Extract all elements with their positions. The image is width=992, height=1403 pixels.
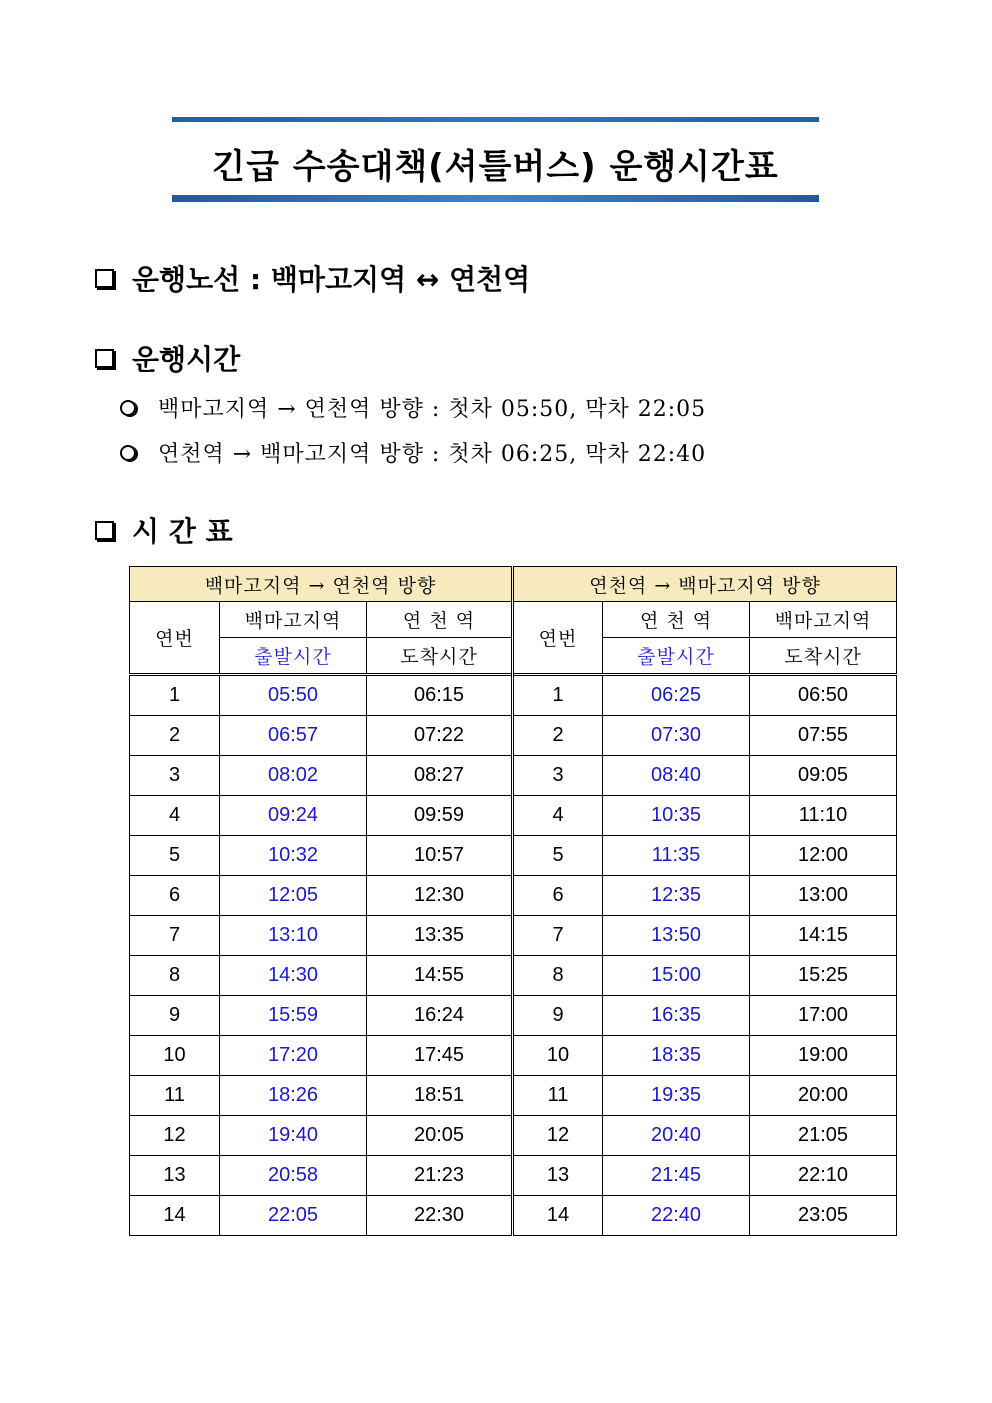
section-hours <box>95 338 240 378</box>
left-depart-time: 18:26 <box>220 1076 367 1116</box>
section-route-text: 운행노선 : 백마고지역 ↔ 연천역 <box>132 263 531 296</box>
table-row <box>130 836 897 876</box>
row-number-left: 6 <box>130 876 220 916</box>
right-arrive-time: 07:55 <box>750 716 897 756</box>
row-number-right: 11 <box>513 1076 603 1116</box>
header-no-left: 연번 <box>130 602 220 675</box>
section-hours-text: 운행시간 <box>132 343 241 376</box>
hours-item-text: 연천역 → 백마고지역 방향 : 첫차 06:25, 막차 22:40 <box>158 442 707 467</box>
right-depart-time: 18:35 <box>603 1036 750 1076</box>
title-box <box>172 117 819 202</box>
left-arrive-time: 16:24 <box>367 996 513 1036</box>
right-arrive-time: 21:05 <box>750 1116 897 1156</box>
left-arrive-time: 17:45 <box>367 1036 513 1076</box>
right-arrive-time: 20:00 <box>750 1076 897 1116</box>
header-right-depart: 출발시간 <box>603 638 750 675</box>
left-arrive-time: 09:59 <box>367 796 513 836</box>
header-no-right: 연번 <box>513 602 603 675</box>
right-arrive-time: 22:10 <box>750 1156 897 1196</box>
table-row <box>130 916 897 956</box>
row-number-left: 14 <box>130 1196 220 1236</box>
left-depart-time: 10:32 <box>220 836 367 876</box>
table-row <box>130 1156 897 1196</box>
row-number-right: 12 <box>513 1116 603 1156</box>
left-depart-time: 06:57 <box>220 716 367 756</box>
right-arrive-time: 09:05 <box>750 756 897 796</box>
right-depart-time: 21:45 <box>603 1156 750 1196</box>
row-number-left: 2 <box>130 716 220 756</box>
left-arrive-time: 18:51 <box>367 1076 513 1116</box>
row-number-right: 13 <box>513 1156 603 1196</box>
row-number-right: 9 <box>513 996 603 1036</box>
table-row <box>130 956 897 996</box>
row-number-right: 8 <box>513 956 603 996</box>
right-depart-time: 16:35 <box>603 996 750 1036</box>
left-depart-time: 20:58 <box>220 1156 367 1196</box>
right-depart-time: 06:25 <box>603 675 750 716</box>
right-depart-time: 07:30 <box>603 716 750 756</box>
right-depart-time: 11:35 <box>603 836 750 876</box>
right-depart-time: 08:40 <box>603 756 750 796</box>
section-timetable <box>95 510 233 550</box>
right-arrive-time: 14:15 <box>750 916 897 956</box>
left-depart-time: 13:10 <box>220 916 367 956</box>
table-row <box>130 1076 897 1116</box>
square-bullet-icon <box>95 349 114 368</box>
header-right-arrive: 도착시간 <box>750 638 897 675</box>
left-depart-time: 22:05 <box>220 1196 367 1236</box>
row-number-left: 7 <box>130 916 220 956</box>
right-depart-time: 19:35 <box>603 1076 750 1116</box>
left-arrive-time: 13:35 <box>367 916 513 956</box>
row-number-right: 5 <box>513 836 603 876</box>
left-arrive-time: 21:23 <box>367 1156 513 1196</box>
right-arrive-time: 13:00 <box>750 876 897 916</box>
row-number-left: 13 <box>130 1156 220 1196</box>
table-row <box>130 996 897 1036</box>
page-title: 긴급 수송대책(셔틀버스) 운행시간표 <box>212 147 779 187</box>
left-depart-time: 05:50 <box>220 675 367 716</box>
circle-bullet-icon <box>120 445 136 461</box>
title-bottom-bar <box>172 195 819 202</box>
left-depart-time: 17:20 <box>220 1036 367 1076</box>
row-number-left: 3 <box>130 756 220 796</box>
left-arrive-time: 14:55 <box>367 956 513 996</box>
left-depart-time: 09:24 <box>220 796 367 836</box>
right-arrive-time: 11:10 <box>750 796 897 836</box>
title-top-bar <box>172 117 819 122</box>
table-row <box>130 1036 897 1076</box>
circle-bullet-icon <box>120 400 136 416</box>
row-number-left: 4 <box>130 796 220 836</box>
table-row <box>130 1196 897 1236</box>
row-number-left: 10 <box>130 1036 220 1076</box>
table-row <box>130 1116 897 1156</box>
square-bullet-icon <box>95 269 114 288</box>
row-number-right: 14 <box>513 1196 603 1236</box>
section-route <box>95 258 530 298</box>
left-depart-time: 19:40 <box>220 1116 367 1156</box>
left-depart-time: 14:30 <box>220 956 367 996</box>
left-arrive-time: 06:15 <box>367 675 513 716</box>
table-row <box>130 876 897 916</box>
left-arrive-time: 22:30 <box>367 1196 513 1236</box>
right-arrive-time: 12:00 <box>750 836 897 876</box>
right-arrive-time: 19:00 <box>750 1036 897 1076</box>
row-number-left: 5 <box>130 836 220 876</box>
right-depart-time: 12:35 <box>603 876 750 916</box>
header-direction-right: 연천역 → 백마고지역 방향 <box>513 567 897 602</box>
header-right-station-2: 백마고지역 <box>750 602 897 638</box>
row-number-right: 7 <box>513 916 603 956</box>
row-number-left: 1 <box>130 675 220 716</box>
header-direction-left: 백마고지역 → 연천역 방향 <box>130 567 513 602</box>
table-row <box>130 796 897 836</box>
timetable-body <box>130 675 897 1236</box>
right-arrive-time: 15:25 <box>750 956 897 996</box>
row-number-right: 1 <box>513 675 603 716</box>
row-number-right: 2 <box>513 716 603 756</box>
left-depart-time: 15:59 <box>220 996 367 1036</box>
right-depart-time: 20:40 <box>603 1116 750 1156</box>
right-depart-time: 10:35 <box>603 796 750 836</box>
section-timetable-text: 시 간 표 <box>132 515 233 548</box>
table-row <box>130 675 897 716</box>
hours-item-1 <box>120 392 706 423</box>
hours-item-2 <box>120 437 706 468</box>
header-left-station-1: 백마고지역 <box>220 602 367 638</box>
left-depart-time: 08:02 <box>220 756 367 796</box>
left-depart-time: 12:05 <box>220 876 367 916</box>
row-number-right: 3 <box>513 756 603 796</box>
left-arrive-time: 20:05 <box>367 1116 513 1156</box>
header-left-station-2: 연 천 역 <box>367 602 513 638</box>
header-left-depart: 출발시간 <box>220 638 367 675</box>
right-depart-time: 13:50 <box>603 916 750 956</box>
table-row <box>130 756 897 796</box>
right-depart-time: 15:00 <box>603 956 750 996</box>
table-row <box>130 716 897 756</box>
row-number-left: 11 <box>130 1076 220 1116</box>
timetable <box>129 566 897 1236</box>
row-number-right: 4 <box>513 796 603 836</box>
left-arrive-time: 10:57 <box>367 836 513 876</box>
left-arrive-time: 07:22 <box>367 716 513 756</box>
left-arrive-time: 08:27 <box>367 756 513 796</box>
row-number-left: 8 <box>130 956 220 996</box>
header-left-arrive: 도착시간 <box>367 638 513 675</box>
hours-item-text: 백마고지역 → 연천역 방향 : 첫차 05:50, 막차 22:05 <box>158 397 707 422</box>
left-arrive-time: 12:30 <box>367 876 513 916</box>
row-number-left: 9 <box>130 996 220 1036</box>
right-arrive-time: 23:05 <box>750 1196 897 1236</box>
row-number-right: 10 <box>513 1036 603 1076</box>
right-arrive-time: 17:00 <box>750 996 897 1036</box>
right-depart-time: 22:40 <box>603 1196 750 1236</box>
right-arrive-time: 06:50 <box>750 675 897 716</box>
row-number-right: 6 <box>513 876 603 916</box>
square-bullet-icon <box>95 521 114 540</box>
header-right-station-1: 연 천 역 <box>603 602 750 638</box>
row-number-left: 12 <box>130 1116 220 1156</box>
